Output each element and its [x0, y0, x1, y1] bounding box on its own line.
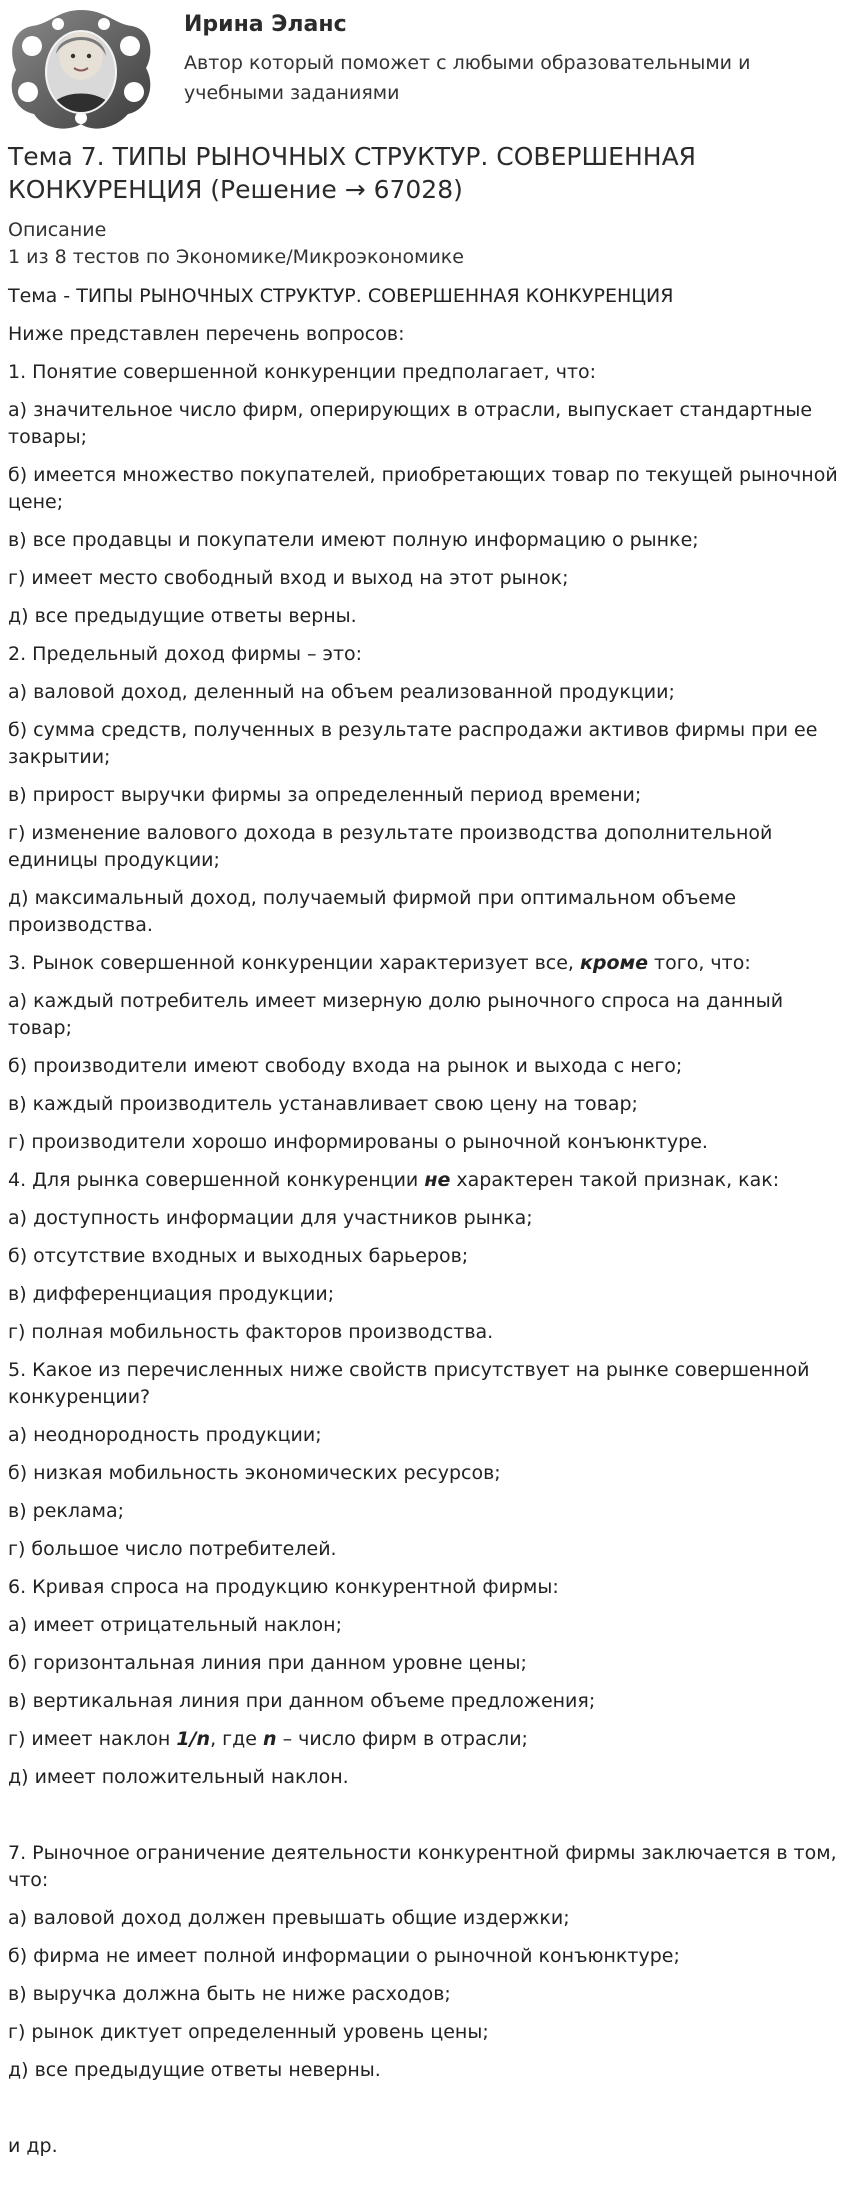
variable-n: n: [263, 1728, 277, 1750]
question-6: 6. Кривая спроса на продукцию конкурентной фирмы:: [8, 1576, 559, 1598]
author-header: [0, 0, 847, 140]
answer-option: а) каждый потребитель имеет мизерную долю рыночного спроса на данный товар;: [8, 990, 784, 1039]
document-title: Тема 7. ТИПЫ РЫНОЧНЫХ СТРУКТУР. СОВЕРШЕННАЯ КОНКУРЕНЦИЯ (Решение → 67028): [8, 142, 697, 204]
question-3-pre: 3. Рынок совершенной конкуренции характеризует все,: [8, 952, 581, 974]
topic-line: Тема - ТИПЫ РЫНОЧНЫХ СТРУКТУР. СОВЕРШЕННАЯ КОНКУРЕНЦИЯ: [8, 285, 674, 307]
question-3-emphasis: кроме: [580, 952, 648, 974]
document-content: [0, 140, 847, 2160]
answer-option: г) полная мобильность факторов производства.: [8, 1321, 494, 1343]
question-1: 1. Понятие совершенной конкуренции предполагает, что:: [8, 361, 597, 383]
answer-option: в) выручка должна быть не ниже расходов;: [8, 1983, 451, 2005]
answer-option: в) все продавцы и покупатели имеют полную информацию о рынке;: [8, 529, 699, 551]
intro-line: Ниже представлен перечень вопросов:: [8, 323, 405, 345]
answer-option: б) отсутствие входных и выходных барьеров;: [8, 1245, 469, 1267]
author-name[interactable]: Ирина Эланс: [184, 12, 347, 37]
answer-option: а) валовой доход должен превышать общие издержки;: [8, 1907, 570, 1929]
question-5: 5. Какое из перечисленных ниже свойств присутствует на рынке совершенной конкуренции?: [8, 1359, 810, 1408]
answer-option: д) максимальный доход, получаемый фирмой при оптимальном объеме производства.: [8, 887, 737, 936]
answer-option: а) неоднородность продукции;: [8, 1424, 322, 1446]
option-mid: , где: [210, 1728, 263, 1750]
meta-value: 1 из 8 тестов по Экономике/Микроэкономике: [8, 246, 464, 268]
answer-option: б) горизонтальная линия при данном уровне цены;: [8, 1652, 527, 1674]
answer-option: г) имеет место свободный вход и выход на этот рынок;: [8, 567, 569, 589]
question-4-emphasis: не: [424, 1169, 451, 1191]
answer-option: [8, 1726, 839, 1753]
answer-option: б) низкая мобильность экономических ресурсов;: [8, 1462, 501, 1484]
slope-formula: 1/n: [176, 1728, 211, 1750]
ending-text: и др.: [8, 2135, 58, 2157]
document-meta: [8, 217, 839, 271]
answer-option: а) значительное число фирм, оперирующих в отрасли, выпускает стандартные товары;: [8, 399, 813, 448]
question-4-post: характерен такой признак, как:: [450, 1169, 780, 1191]
answer-option: в) реклама;: [8, 1500, 125, 1522]
author-avatar[interactable]: [6, 6, 156, 134]
document-body: [8, 283, 839, 2160]
answer-option: г) большое число потребителей.: [8, 1538, 337, 1560]
answer-option: б) фирма не имеет полной информации о рыночной конъюнктуре;: [8, 1945, 680, 1967]
answer-option: б) производители имеют свободу входа на рынок и выхода с него;: [8, 1055, 683, 1077]
answer-option: а) валовой доход, деленный на объем реализованной продукции;: [8, 681, 675, 703]
question-7: 7. Рыночное ограничение деятельности конкурентной фирмы заключается в том, что:: [8, 1842, 837, 1891]
author-description: Автор который поможет с любыми образовательными и учебными заданиями: [184, 52, 751, 104]
answer-option: б) имеется множество покупателей, приобретающих товар по текущей рыночной цене;: [8, 464, 838, 513]
question-4-pre: 4. Для рынка совершенной конкуренции: [8, 1169, 425, 1191]
answer-option: в) прирост выручки фирмы за определенный период времени;: [8, 784, 642, 806]
answer-option: д) все предыдущие ответы неверны.: [8, 2059, 381, 2081]
answer-option: в) вертикальная линия при данном объеме предложения;: [8, 1690, 596, 1712]
option-pre: г) имеет наклон: [8, 1728, 177, 1750]
answer-option: д) все предыдущие ответы верны.: [8, 605, 357, 627]
question-2: 2. Предельный доход фирмы – это:: [8, 643, 363, 665]
answer-option: д) имеет положительный наклон.: [8, 1766, 349, 1788]
answer-option: г) рынок диктует определенный уровень цены;: [8, 2021, 489, 2043]
answer-option: а) доступность информации для участников рынка;: [8, 1207, 533, 1229]
answer-option: а) имеет отрицательный наклон;: [8, 1614, 342, 1636]
answer-option: г) производители хорошо информированы о рыночной конъюнктуре.: [8, 1131, 708, 1153]
question-3-post: того, что:: [647, 952, 751, 974]
option-post: – число фирм в отрасли;: [276, 1728, 528, 1750]
answer-option: в) каждый производитель устанавливает свою цену на товар;: [8, 1093, 638, 1115]
question-3: [8, 950, 839, 977]
answer-option: в) дифференциация продукции;: [8, 1283, 335, 1305]
answer-option: б) сумма средств, полученных в результате распродажи активов фирмы при ее закрытии;: [8, 719, 818, 768]
question-4: [8, 1167, 839, 1194]
meta-label: Описание: [8, 219, 107, 241]
answer-option: г) изменение валового дохода в результате производства дополнительной единицы продукции;: [8, 822, 773, 871]
